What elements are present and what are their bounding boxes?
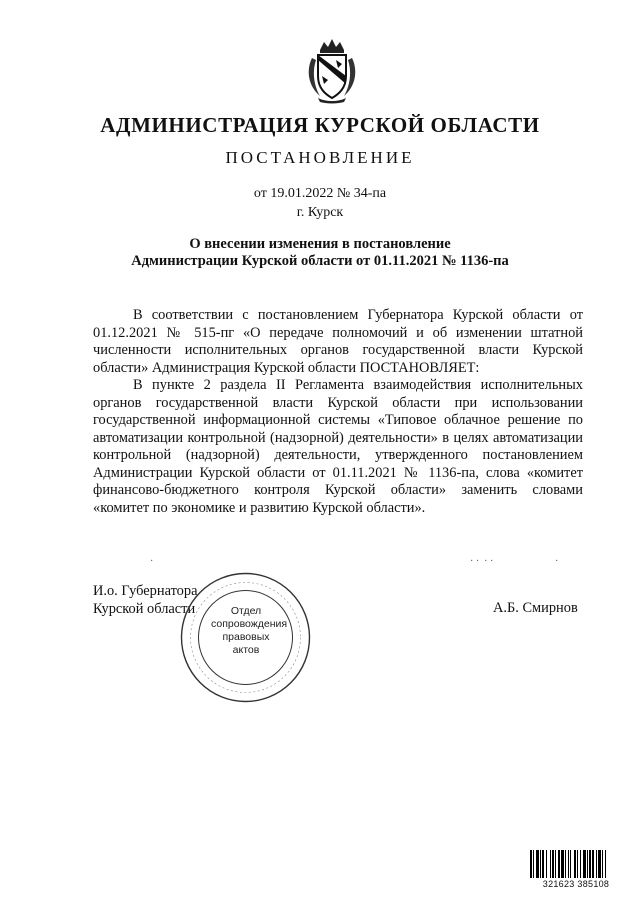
barcode-bar — [540, 850, 541, 878]
scan-mark: · · · · — [470, 556, 494, 567]
barcode-bar — [596, 850, 597, 878]
signer-name: А.Б. Смирнов — [493, 600, 578, 616]
barcode-bar — [568, 850, 569, 878]
barcode-bar — [592, 850, 594, 878]
barcode-bar — [570, 850, 571, 878]
signer-position-line-2: Курской области — [93, 601, 196, 617]
barcode-bar — [536, 850, 539, 878]
body-paragraph-1: В соответствии с постановлением Губернатора Курской области от 01.12.2021 № 515-пг «О передаче полномочий и об изменении штатной численности исполнительных органов государственной власти Курской области» Администрация Курской области ПОСТАНОВЛЯЕТ: — [93, 307, 583, 376]
barcode-bar — [533, 850, 534, 878]
document-body — [93, 307, 583, 517]
document-type: ПОСТАНОВЛЕНИЕ — [225, 148, 415, 167]
stamp-line-4: актов — [232, 644, 260, 656]
stamp-line-3: правовых — [222, 631, 270, 643]
organization-title: АДМИНИСТРАЦИЯ КУРСКОЙ ОБЛАСТИ — [100, 113, 540, 137]
barcode-bar — [580, 850, 581, 878]
barcode-bar — [550, 850, 551, 878]
barcode-bar — [583, 850, 586, 878]
coat-of-arms-icon — [302, 36, 362, 104]
barcode-bar — [587, 850, 588, 878]
barcode-bar — [558, 850, 560, 878]
barcode-bar — [589, 850, 591, 878]
scan-mark: · — [150, 556, 154, 567]
barcode-bar — [552, 850, 554, 878]
stamp-text — [211, 605, 288, 657]
barcode-bar — [598, 850, 601, 878]
barcode-bar — [565, 850, 566, 878]
barcode-bar — [605, 850, 606, 878]
barcode-icon — [530, 850, 622, 878]
barcode-bar — [577, 850, 578, 878]
barcode-bar — [561, 850, 564, 878]
stamp-line-1: Отдел — [230, 605, 262, 617]
scan-mark: · — [555, 556, 559, 567]
body-paragraph-2: В пункте 2 раздела II Регламента взаимодействия исполнительных органов государственной власти Курской области при использовании государственной информационной системы «Типовое облачное решение по автоматизации контрольной (надзорной) деятельности» в целях автоматизации контрольной (надзорной) деятельности, утвержденного постановлением Администрации Курской области от 01.11.2021 № 1136-па, слова «комитет финансово-бюджетного контроля Курской области» заменить словами «комитет по экономике и развитию Курской области». — [93, 377, 583, 516]
document-date-number: от 19.01.2022 № 34-па — [253, 186, 387, 201]
barcode-number: 321623 385108 — [542, 879, 610, 889]
barcode-bar — [574, 850, 576, 878]
barcode-bar — [546, 850, 547, 878]
barcode-bar — [602, 850, 603, 878]
barcode-bar — [555, 850, 556, 878]
barcode-bar — [530, 850, 532, 878]
document-city: г. Курск — [296, 205, 344, 220]
stamp-line-2: сопровождения — [211, 618, 288, 630]
subject-line-2: Администрации Курской области от 01.11.2021 № 1136-па — [131, 253, 509, 269]
subject-line-1: О внесении изменения в постановление — [189, 236, 451, 252]
barcode-bar — [542, 850, 544, 878]
document-subject — [0, 236, 640, 270]
signer-position-line-1: И.о. Губернатора — [93, 583, 198, 599]
